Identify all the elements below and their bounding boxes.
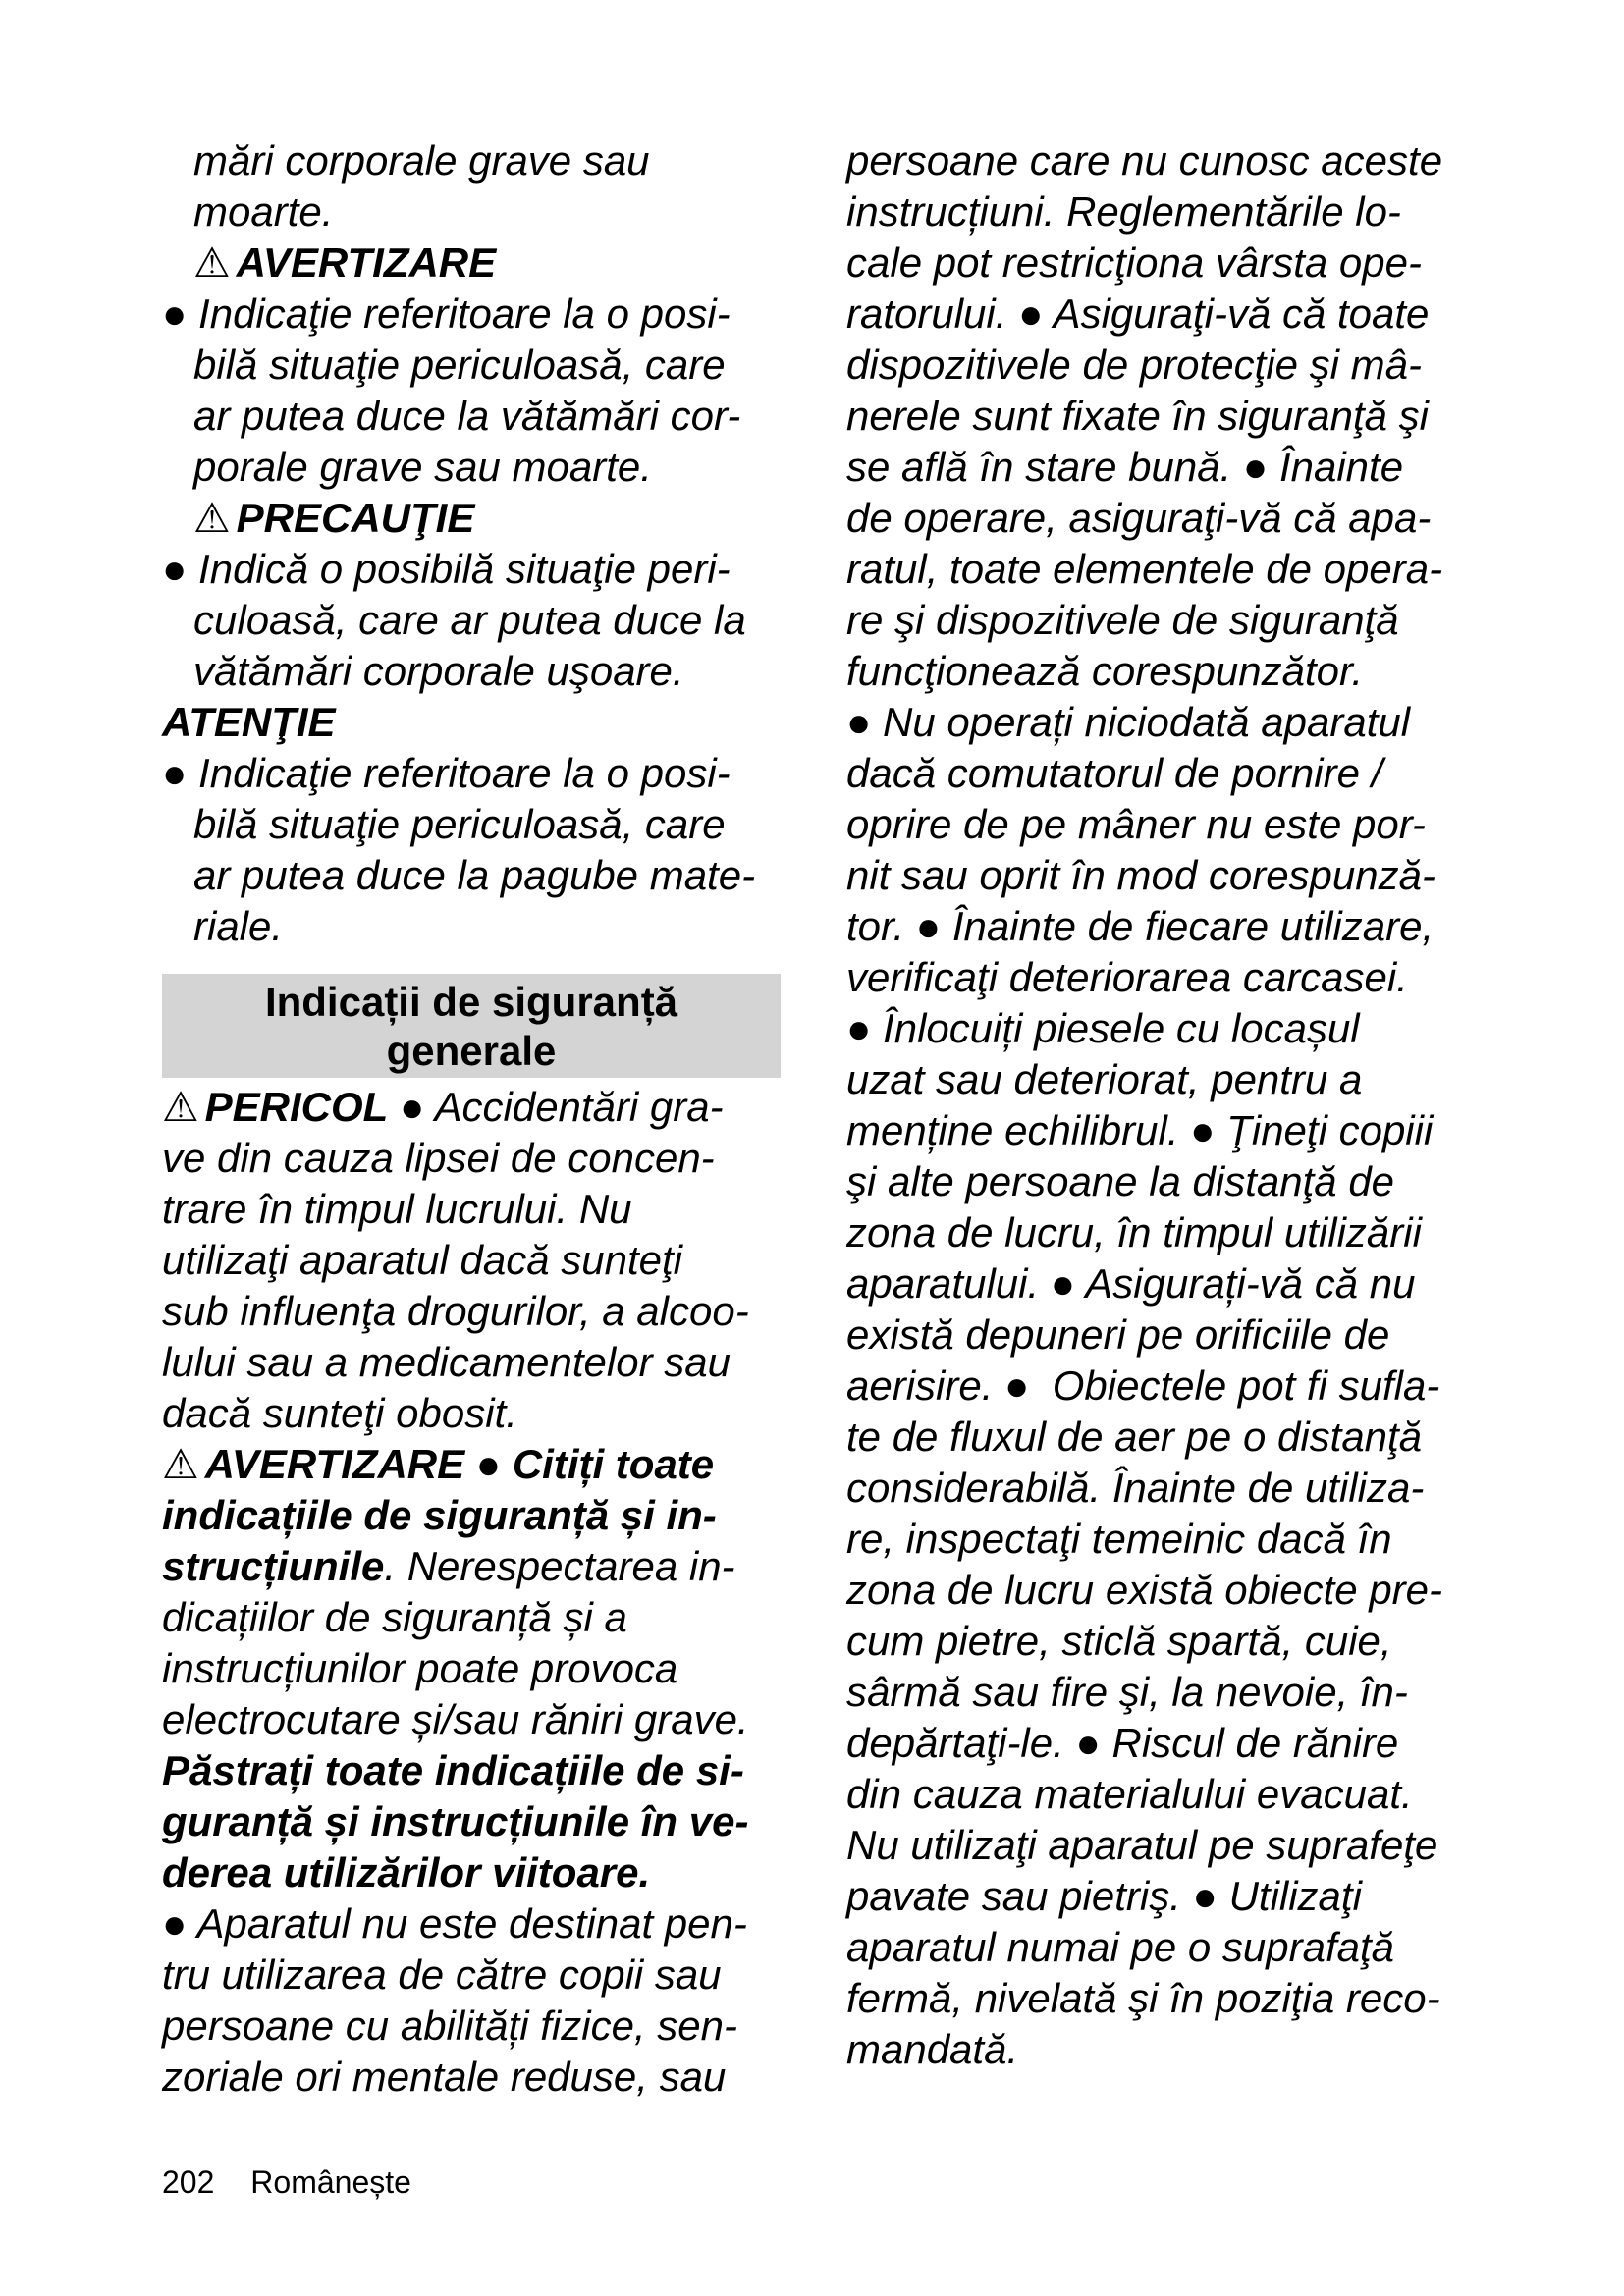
text-line: ratorului. ● Asiguraţi-vă că toate [846,291,1430,337]
text-line: din cauza materialului evacuat. [846,1771,1413,1817]
text-line: riale. [193,903,284,949]
text-line: cale pot restricţiona vârsta ope- [846,240,1422,286]
text-line: lului sau a medicamentelor sau [162,1339,731,1385]
text-line: dacă comutatorul de pornire / [846,750,1383,796]
text-line: tor. ● Înainte de fiecare utilizare, [846,903,1435,949]
text-line: ratul, toate elementele de opera- [846,546,1443,592]
text-line: utilizaţi aparatul dacă sunteţi [162,1237,682,1283]
text-line: derea utilizărilor viitoare. [162,1849,651,1896]
caution-heading: ⚠ PRECAUŢIE [162,493,781,544]
text-line: cum pietre, sticlă spartă, cuie, [846,1618,1392,1664]
page-number: 202 [162,2164,215,2200]
text-line: zoriale ori mentale reduse, sau [162,2054,727,2100]
section-title-line-1: Indicații de siguranță [264,979,678,1025]
attention-heading: ATENŢIE [162,699,336,745]
left-column [162,135,781,2103]
text-line: dacă sunteţi obosit. [162,1390,517,1436]
text-line: re şi dispozitivele de siguranţă [846,597,1399,643]
footer-language: Românește [250,2164,411,2200]
text-line: verificaţi deteriorarea carcasei. [846,954,1408,1000]
text-line: şi alte persoane la distanţă de [846,1158,1395,1204]
text-line: ● Aparatul nu este destinat pen- [162,1900,747,1947]
text-line: uzat sau deteriorat, pentru a [846,1056,1363,1102]
text-line: culoasă, care ar putea duce la [193,597,746,643]
text-line: instrucțiuni. Reglementările lo- [846,188,1401,235]
text-line: considerabilă. Înainte de utiliza- [846,1465,1425,1511]
danger-paragraph-start: ⚠ PERICOL ● Accidentări gra- [162,1082,781,1133]
text-line: ● Indicaţie referitoare la o posi- [162,291,731,337]
text-line: ● Nu operați niciodată aparatul [846,699,1411,745]
text-line: de operare, asiguraţi-vă că apa- [846,495,1432,541]
text-line: bilă situaţie periculoasă, care [193,801,726,847]
text-line: ve din cauza lipsei de concen- [162,1135,715,1181]
text-line: ● Indică o posibilă situaţie peri- [162,546,731,592]
text-line: dicațiilor de siguranță și a [162,1594,627,1640]
text-line: electrocutare și/sau răniri grave. [162,1696,749,1742]
text-line: zona de lucru, în timpul utilizării [846,1209,1422,1255]
text-line: depărtaţi-le. ● Riscul de rănire [846,1720,1399,1766]
text-line: bilă situaţie periculoasă, care [193,342,726,388]
text-line: guranță și instrucțiunile în ve- [162,1798,749,1844]
text-line: ar putea duce la pagube mate- [193,852,756,898]
text-line: ar putea duce la vătămări cor- [193,393,741,439]
text-line: aparatului. ● Asigurați-vă că nu [846,1260,1416,1307]
warning-heading: ⚠ AVERTIZARE [162,238,781,289]
text-line: se află în stare bună. ● Înainte [846,444,1404,490]
text-line: persoane cu abilități fizice, sen- [162,2002,737,2049]
warning-triangle-icon: ⚠ [162,1084,199,1130]
text-line: aparatul numai pe o suprafaţă [846,1924,1395,1970]
text-line: aerisire. ● Obiectele pot fi sufla- [846,1362,1440,1409]
text-line: ● Indicaţie referitoare la o posi- [162,750,731,796]
text-line: nerele sunt fixate în siguranţă şi [846,393,1430,439]
text-line: sub influenţa drogurilor, a alcoo- [162,1288,749,1334]
text-line: mări corporale grave sau [193,137,650,184]
text-line: funcţionează corespunzător. [846,648,1364,694]
text-line: indicațiile de siguranță și in- [162,1492,717,1538]
text-line: tru utilizarea de către copii sau [162,1951,722,1998]
page-footer [162,2164,411,2201]
warning-triangle-icon: ⚠ [193,240,231,286]
text-line: zona de lucru există obiecte pre- [846,1567,1443,1613]
text-line: sârmă sau fire şi, la nevoie, în- [846,1669,1408,1715]
text-line: ● Înlocuiți piesele cu locașul [846,1005,1360,1051]
section-heading [162,974,781,1078]
text-line: vătămări corporale uşoare. [193,648,684,694]
right-column [846,135,1465,2075]
warning-triangle-icon: ⚠ [162,1441,199,1487]
text-line: Nu utilizaţi aparatul pe suprafeţe [846,1822,1438,1868]
text-line: re, inspectaţi temeinic dacă în [846,1516,1392,1562]
text-line: fermă, nivelată şi în poziţia reco- [846,1975,1440,2021]
text-line: trare în timpul lucrului. Nu [162,1186,632,1232]
text-line: instrucțiunilor poate provoca [162,1645,678,1691]
text-line: există depuneri pe orificiile de [846,1311,1390,1358]
warning-paragraph-start: ⚠ AVERTIZARE ● Citiți toate [162,1439,781,1490]
text-line: dispozitivele de protecţie şi mâ- [846,342,1422,388]
section-title-line-2: generale [386,1028,557,1074]
text-line: mandată. [846,2026,1019,2072]
text-line: persoane care nu cunosc aceste [846,137,1443,184]
text-line: oprire de pe mâner nu este por- [846,801,1426,847]
text-line: moarte. [193,188,334,235]
text-line: menține echilibrul. ● Ţineţi copiii [846,1107,1434,1153]
text-line: strucțiunile. Nerespectarea in- [162,1543,735,1589]
warning-triangle-icon: ⚠ [193,495,231,541]
text-line: Păstrați toate indicațiile de si- [162,1747,744,1793]
text-line: te de fluxul de aer pe o distanţă [846,1414,1423,1460]
text-line: pavate sau pietriş. ● Utilizaţi [846,1873,1362,1919]
text-line: porale grave sau moarte. [193,444,652,490]
text-line: nit sau oprit în mod corespunză- [846,852,1435,898]
danger-label: PERICOL [204,1084,389,1130]
